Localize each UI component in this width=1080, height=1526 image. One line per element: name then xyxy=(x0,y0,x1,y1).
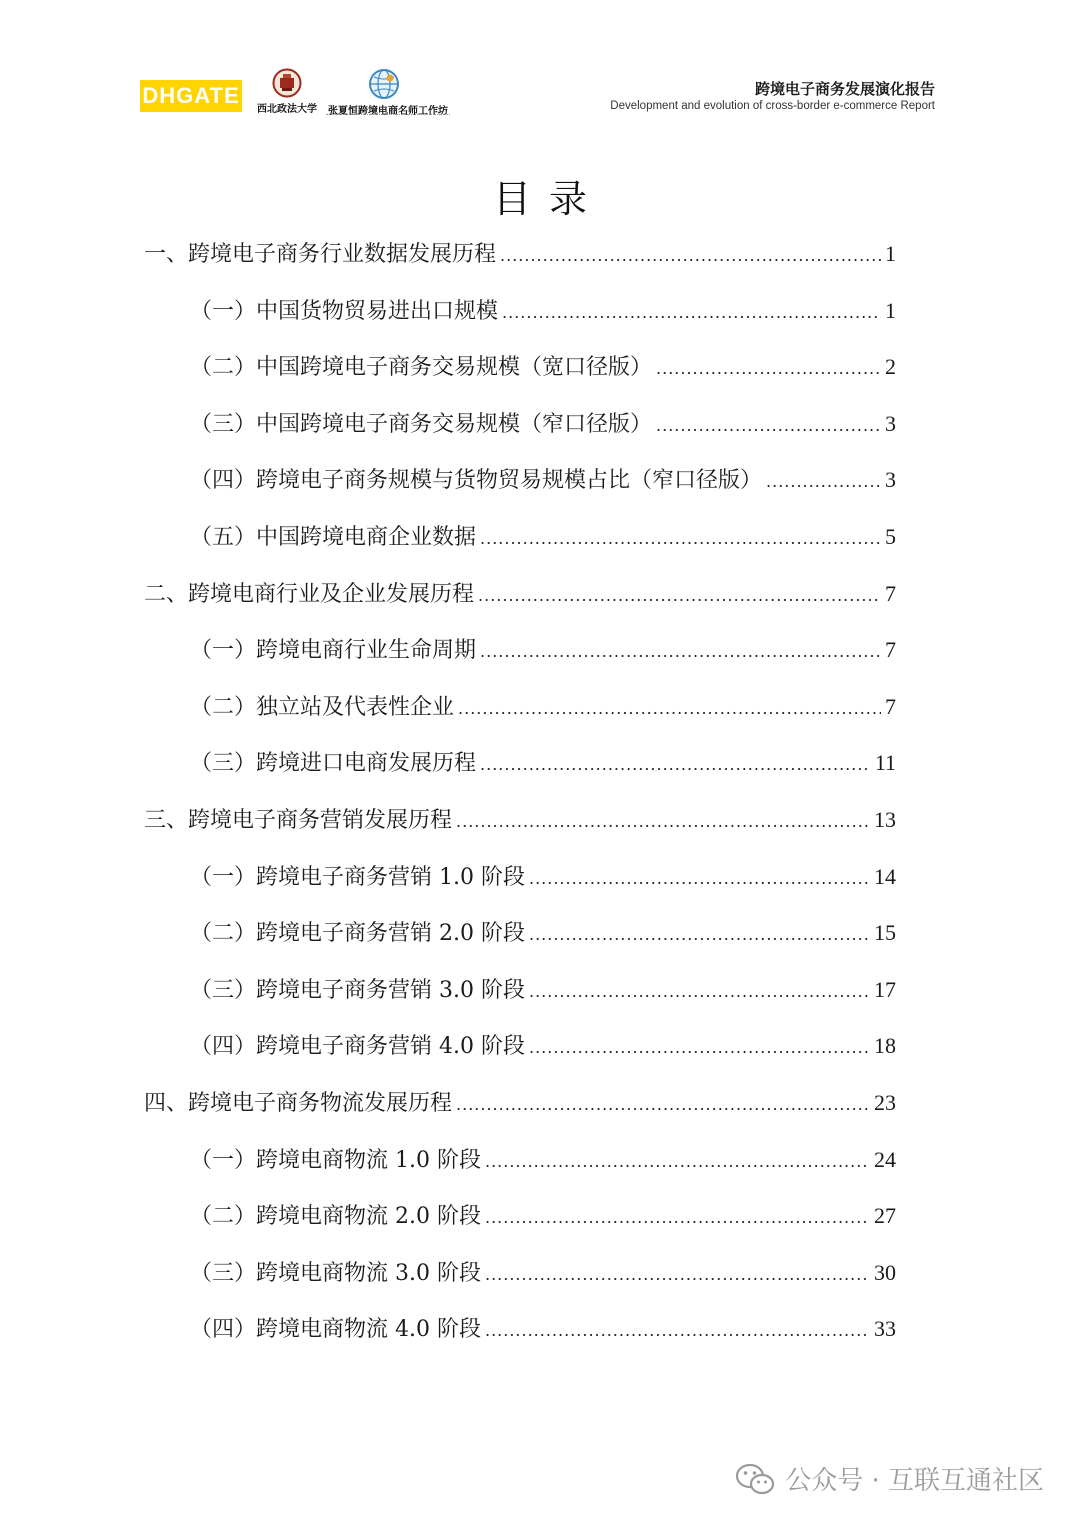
toc-entry-title: 一、跨境电子商务行业数据发展历程 xyxy=(144,242,497,267)
toc-entry[interactable] xyxy=(144,226,896,283)
toc-entry-title: 三、跨境电子商务营销发展历程 xyxy=(144,807,453,833)
watermark-text: 公众号 · 互联互通社区 xyxy=(785,1466,1044,1496)
toc-entry[interactable] xyxy=(144,679,896,736)
toc-entry-page: 14 xyxy=(874,863,896,889)
toc-leader-dots xyxy=(529,1020,870,1077)
toc-leader-dots xyxy=(485,1134,870,1191)
toc-entry-title: （五）中国跨境电商企业数据 xyxy=(190,524,477,550)
toc-entry[interactable] xyxy=(144,792,896,849)
toc-entry[interactable] xyxy=(144,339,896,396)
globe-icon xyxy=(368,68,400,100)
toc-leader-dots xyxy=(480,624,881,681)
toc-entry-page: 7 xyxy=(885,693,896,719)
toc-leader-dots xyxy=(529,907,870,964)
toc-entry-title: （二）跨境电商物流 2.0 阶段 xyxy=(190,1204,481,1230)
toc-entry-page: 17 xyxy=(874,976,896,1002)
toc-entry-title: （一）跨境电商物流 1.0 阶段 xyxy=(190,1147,481,1173)
toc-entry-title: 四、跨境电子商务物流发展历程 xyxy=(144,1090,453,1116)
toc-entry-page: 2 xyxy=(885,354,896,380)
report-title-cn: 跨境电子商务发展演化报告 xyxy=(754,80,935,98)
toc-entry-page: 3 xyxy=(885,410,896,436)
toc-entry-title: 二、跨境电商行业及企业发展历程 xyxy=(144,581,475,607)
toc-entry-page: 30 xyxy=(874,1259,896,1285)
toc-entry-page: 27 xyxy=(874,1203,896,1229)
university-name: 西北政法大学 xyxy=(257,104,317,115)
toc-leader-dots xyxy=(485,1247,870,1304)
toc-leader-dots xyxy=(502,285,881,342)
toc-entry-page: 1 xyxy=(885,297,896,323)
toc-entry[interactable] xyxy=(144,622,896,679)
toc-entry-title: （二）中国跨境电子商务交易规模（宽口径版） xyxy=(190,355,653,381)
toc-entry-page: 11 xyxy=(874,750,896,776)
toc-entry[interactable] xyxy=(144,452,896,509)
toc-entry[interactable] xyxy=(144,849,896,906)
university-seal-icon xyxy=(272,68,302,98)
toc-entry-page: 3 xyxy=(885,467,896,493)
toc-entry[interactable] xyxy=(144,962,896,1019)
watermark xyxy=(735,1460,1044,1497)
toc-leader-dots xyxy=(458,681,881,738)
toc-entry[interactable] xyxy=(144,509,896,566)
toc-entry-title: （三）跨境进口电商发展历程 xyxy=(190,751,477,777)
toc-entry-page: 18 xyxy=(874,1033,896,1059)
toc-entry-title: （三）中国跨境电子商务交易规模（窄口径版） xyxy=(190,411,653,437)
toc-leader-dots xyxy=(529,851,870,908)
toc-entry[interactable] xyxy=(144,396,896,453)
toc-entry-title: （四）跨境电子商务营销 4.0 阶段 xyxy=(190,1034,525,1060)
toc-entry-title: （一）中国货物贸易进出口规模 xyxy=(190,298,499,324)
toc-entry-title: （四）跨境电商物流 4.0 阶段 xyxy=(190,1317,481,1343)
toc-entry-title: （一）跨境电商行业生命周期 xyxy=(190,638,477,664)
toc-leader-dots xyxy=(480,737,871,794)
toc-leader-dots xyxy=(456,1077,870,1134)
toc-entry-title: （二）跨境电子商务营销 2.0 阶段 xyxy=(190,921,525,947)
report-title-en: Development and evolution of cross-border e-commerce Report xyxy=(610,100,935,112)
toc-entry[interactable] xyxy=(144,1245,896,1302)
toc-entry-title: （一）跨境电子商务营销 1.0 阶段 xyxy=(190,864,525,890)
toc-leader-dots xyxy=(485,1303,870,1360)
toc-leader-dots xyxy=(656,341,881,398)
toc-entry-page: 23 xyxy=(874,1089,896,1115)
toc-entry-page: 1 xyxy=(885,241,896,266)
toc-entry[interactable] xyxy=(144,1132,896,1189)
toc-heading: 目录 xyxy=(492,177,605,221)
toc-entry-page: 5 xyxy=(885,523,896,549)
toc-entry-title: （二）独立站及代表性企业 xyxy=(190,694,455,720)
toc-entry[interactable] xyxy=(144,735,896,792)
toc-entry[interactable] xyxy=(144,566,896,623)
university-logo xyxy=(252,68,322,116)
toc-entry-title: （三）跨境电子商务营销 3.0 阶段 xyxy=(190,977,525,1003)
toc-entry-page: 15 xyxy=(874,920,896,946)
toc-entry[interactable] xyxy=(144,1018,896,1075)
toc-entry-page: 7 xyxy=(885,580,896,606)
wechat-icon xyxy=(735,1462,775,1496)
toc-leader-dots xyxy=(480,511,881,568)
toc-leader-dots xyxy=(456,794,870,851)
toc-entry-title: （三）跨境电商物流 3.0 阶段 xyxy=(190,1260,481,1286)
toc-leader-dots xyxy=(766,454,881,511)
toc-leader-dots xyxy=(478,568,881,625)
table-of-contents xyxy=(144,226,896,1358)
studio-name: 张夏恒跨境电商名师工作坊 xyxy=(328,106,448,117)
toc-entry[interactable] xyxy=(144,905,896,962)
toc-entry[interactable] xyxy=(144,1075,896,1132)
toc-entry[interactable] xyxy=(144,283,896,340)
toc-entry-page: 24 xyxy=(874,1146,896,1172)
studio-divider xyxy=(326,114,450,118)
toc-leader-dots xyxy=(656,398,881,455)
toc-entry[interactable] xyxy=(144,1301,896,1358)
toc-entry-title: （四）跨境电子商务规模与货物贸易规模占比（窄口径版） xyxy=(190,468,763,494)
toc-entry-page: 13 xyxy=(874,806,896,832)
toc-entry-page: 33 xyxy=(874,1316,896,1342)
toc-leader-dots xyxy=(500,228,881,285)
studio-logo xyxy=(326,68,450,118)
toc-entry[interactable] xyxy=(144,1188,896,1245)
toc-leader-dots xyxy=(529,964,870,1021)
toc-leader-dots xyxy=(485,1190,870,1247)
toc-entry-page: 7 xyxy=(885,637,896,663)
dhgate-logo: DHGATE xyxy=(140,80,242,112)
